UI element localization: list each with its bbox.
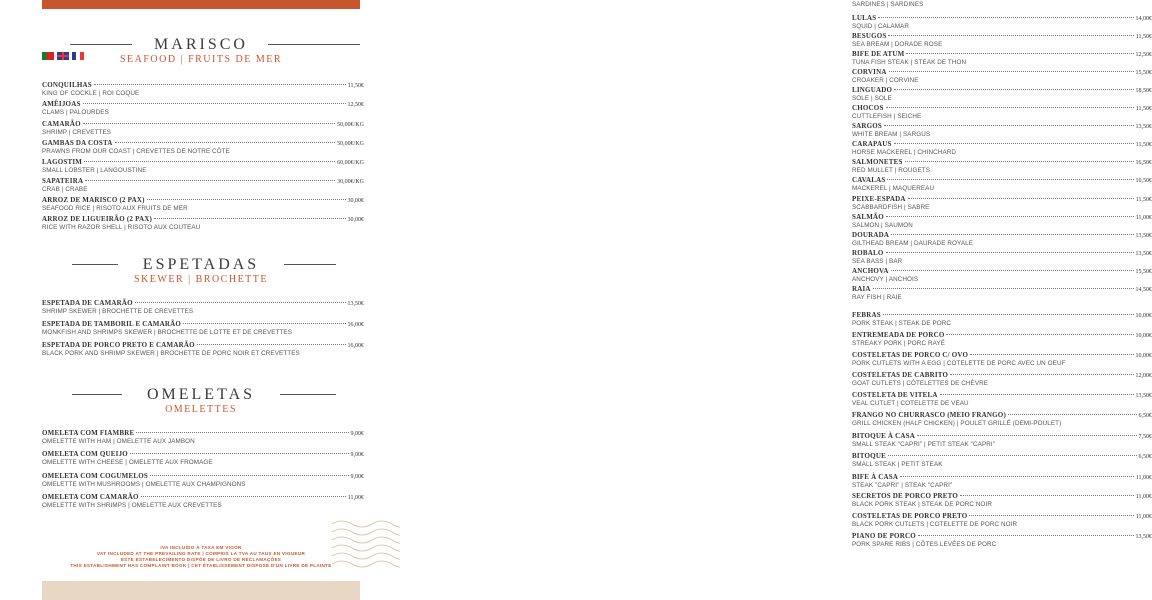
item-translation: WHITE BREAM | SARGUS <box>852 131 931 138</box>
item-price: 10,00€ <box>1135 353 1152 359</box>
item-price: 11,50€ <box>1135 34 1152 40</box>
menu-item <box>852 176 1152 193</box>
item-name: ESPETADA DE PORCO PRETO E CAMARÃO <box>42 341 195 349</box>
item-name: SECRETOS DE PORCO PRETO <box>852 492 959 500</box>
postmark-wave-icon <box>330 512 400 574</box>
item-translation: PRAWNS FROM OUR COAST | CREVETTES DE NOTRE CÔTE <box>42 148 230 155</box>
item-price: 10,00€ <box>1135 313 1152 319</box>
section-title: MARISCO <box>154 36 248 53</box>
item-name: COSTELETAS DE PORCO C/ OVO <box>852 351 969 359</box>
item-translation: ANCHOVY | ANCHOIS <box>852 276 919 283</box>
menu-item <box>42 158 364 175</box>
item-name: GAMBAS DA COSTA <box>42 139 113 147</box>
menu-item <box>42 139 364 156</box>
item-translation: BLACK PORK AND SHRIMP SKEWER | BROCHETTE DE PORC NOIR ET CREVETTES <box>42 350 300 357</box>
item-price: 13,50€ <box>1135 124 1152 130</box>
item-price: 10,50€ <box>1135 178 1152 184</box>
menu-item <box>852 50 1152 67</box>
item-name: LULAS <box>852 14 877 22</box>
item-translation: SMALL LOBSTER | LANGOUSTINE <box>42 167 147 174</box>
item-name: COSTELETAS DE CABRITO <box>852 371 949 379</box>
dot-leader <box>85 180 335 181</box>
item-price: 13,50€ <box>1135 233 1152 239</box>
menu-item <box>852 140 1152 157</box>
item-translation: SOLE | SOLE <box>852 95 892 102</box>
item-name: CAMARÃO <box>42 120 81 128</box>
menu-item <box>852 86 1152 103</box>
item-name: BITOQUE À CASA <box>852 432 915 440</box>
section-title: OMELETAS <box>146 386 256 403</box>
item-name: CAVALAS <box>852 176 886 184</box>
dot-leader <box>908 198 1134 199</box>
item-translation: GRILL CHICKEN (HALF CHICKEN) | POULET GRILLÉ (DEMI-POULET) <box>852 420 1062 427</box>
dot-leader <box>905 161 1134 162</box>
vat-note-pt: IVA INCLUÍDO À TAXA EM VIGOR <box>160 545 242 550</box>
bottom-color-band <box>42 581 360 600</box>
item-price: 11,00€ <box>1135 494 1152 500</box>
menu-item <box>852 432 1152 449</box>
menu-item <box>852 351 1152 368</box>
item-price: 15,50€ <box>1135 70 1152 76</box>
item-name: FEBRAS <box>852 311 881 319</box>
item-price: 6,50€ <box>1138 413 1152 419</box>
dot-leader <box>873 288 1134 289</box>
menu-item <box>852 122 1152 139</box>
item-name: ARROZ DE MARISCO (2 PAX) <box>42 196 145 204</box>
menu-item <box>42 493 364 510</box>
menu-item <box>42 81 364 98</box>
item-price: 11,00€ <box>1135 215 1152 221</box>
item-translation: RED MULLET | ROUGETS <box>852 167 931 174</box>
dot-leader <box>115 142 336 143</box>
menu-item <box>42 100 364 117</box>
dot-leader <box>141 496 346 497</box>
item-price: 30,00€/KG <box>337 179 364 185</box>
item-price: 12,50€ <box>347 102 364 108</box>
dot-leader <box>950 374 1133 375</box>
menu-item <box>42 215 364 232</box>
item-price: 13,50€ <box>1135 534 1152 540</box>
item-translation: BLACK PORK STEAK | STEAK DE PORC NOIR <box>852 501 993 508</box>
item-price: 11,50€ <box>1135 142 1152 148</box>
item-translation: GILTHEAD BREAM | DAURADE ROYALE <box>852 240 974 247</box>
item-name: ESPETADA DE TAMBORIL E CAMARÃO <box>42 320 182 328</box>
item-translation: GOAT CUTLETS | CÔTELETTES DE CHÈVRE <box>852 380 989 387</box>
section-header-omeletas <box>42 386 360 416</box>
item-price: 30,00€ <box>347 198 364 204</box>
item-price: 12,00€ <box>1135 373 1152 379</box>
item-price: 11,50€ <box>1135 197 1152 203</box>
menu-item <box>852 231 1152 248</box>
menu-item <box>42 299 364 316</box>
item-name: OMELETA COM COGUMELOS <box>42 472 148 480</box>
dot-leader <box>887 179 1133 180</box>
dot-leader <box>894 89 1133 90</box>
dot-leader <box>150 475 349 476</box>
item-price: 50,00€/KG <box>337 122 364 128</box>
item-translation: STEAK "CAPRI" | STEAK "CAPRI" <box>852 482 953 489</box>
item-price: 12,50€ <box>1135 52 1152 58</box>
section-title: ESPETADAS <box>142 256 260 273</box>
menu-item <box>42 320 364 337</box>
menu-item <box>852 452 1152 469</box>
item-translation: SMALL STEAK | PETIT STEAK <box>852 461 943 468</box>
item-translation: TUNA FISH STEAK | STEAK DE THON <box>852 59 967 66</box>
dot-leader <box>886 107 1134 108</box>
item-translation: SCABBARDFISH | SABRE <box>852 204 930 211</box>
item-translation: CUTTLEFISH | SEICHE <box>852 113 922 120</box>
menu-item <box>852 391 1152 408</box>
item-price: 11,50€ <box>1135 106 1152 112</box>
menu-item <box>852 0 1152 9</box>
item-price: 30,00€ <box>347 217 364 223</box>
menu-item <box>852 311 1152 328</box>
dot-leader <box>969 515 1133 516</box>
section-header-espetadas <box>42 256 360 286</box>
item-name: CORVINA <box>852 68 887 76</box>
item-name: LINGUADO <box>852 86 893 94</box>
item-price: 50,00€/KG <box>337 141 364 147</box>
item-translation: VEAL CUTLET | COTELETTE DE VEAU <box>852 400 969 407</box>
item-name: BIFE À CASA <box>852 473 899 481</box>
item-price: 18,50€ <box>1135 88 1152 94</box>
item-price: 10,00€ <box>1135 333 1152 339</box>
menu-item <box>852 532 1152 549</box>
item-price: 11,00€ <box>1135 475 1152 481</box>
item-name: COSTELETAS DE PORCO PRETO <box>852 512 968 520</box>
item-name: CHOCOS <box>852 104 884 112</box>
item-translation: SEA BREAM | DORADE ROSE <box>852 41 943 48</box>
item-price: 11,00€ <box>347 495 364 501</box>
item-price: 15,50€ <box>1135 269 1152 275</box>
item-name: RAIA <box>852 285 871 293</box>
item-translation: OMELETTE WITH HAM | OMELETTE AUX JAMBON <box>42 438 195 445</box>
item-name: SAPATEIRA <box>42 177 84 185</box>
item-translation: KING OF COCKLE | ROI COQUE <box>42 90 140 97</box>
item-name: OMELETA COM FIAMBRE <box>42 429 135 437</box>
dot-leader <box>83 103 346 104</box>
item-name: OMELETA COM QUEIJO <box>42 450 128 458</box>
vat-note <box>42 545 360 569</box>
dot-leader <box>83 123 335 124</box>
menu-item <box>42 120 364 137</box>
dot-leader <box>130 453 349 454</box>
item-translation: OMELETTE WITH CHEESE | OMELETTE AUX FROMAGE <box>42 459 213 466</box>
item-translation: CROAKER | CORVINE <box>852 77 919 84</box>
item-translation: MONKFISH AND SHRIMPS SKEWER | BROCHETTE DE LOTTE ET DE CREVETTES <box>42 329 293 336</box>
dot-leader <box>894 143 1134 144</box>
section-header-marisco <box>42 36 360 66</box>
item-name: SARGOS <box>852 122 882 130</box>
dot-leader <box>135 302 346 303</box>
dot-leader <box>889 71 1134 72</box>
item-translation: SMALL STEAK "CAPRI" | PETIT STEAK "CAPRI" <box>852 441 996 448</box>
menu-item <box>852 68 1152 85</box>
complaint-note-pt: ESTE ESTABELECIMENTO DISPÕE DE LIVRO DE RECLAMAÇÕES <box>120 557 282 562</box>
item-translation: SQUID | CALAMAR <box>852 23 910 30</box>
item-translation: SEA BASS | BAR <box>852 258 903 265</box>
dot-leader <box>900 476 1134 477</box>
menu-item <box>852 371 1152 388</box>
item-translation: PORK CUTLETS WITH A EGG | COTELETTE DE PORC AVEC UN OEUF <box>852 360 1066 367</box>
menu-page-right <box>400 0 1152 600</box>
item-translation: CRAB | CRABE <box>42 186 88 193</box>
item-name: OMELETA COM CAMARÃO <box>42 493 139 501</box>
item-name: FRANGO NO CHURRASCO (MEIO FRANGO) <box>852 411 1006 419</box>
item-translation: OMELETTE WITH SHRIMPS | OMELETTE AUX CREVETTES <box>42 502 222 509</box>
dot-leader <box>917 435 1137 436</box>
dot-leader <box>940 394 1134 395</box>
item-price: 9,00€ <box>350 474 364 480</box>
top-color-band <box>42 0 360 9</box>
dot-leader <box>906 53 1133 54</box>
vat-note-en-fr: VAT INCLUDED AT THE PREVAILING RATE | COMPRIS LA TVA AU TAUX EN VIGUEUR <box>96 551 306 556</box>
item-translation: PORK STEAK | STEAK DE PORC <box>852 320 952 327</box>
item-name: ENTREMEADA DE PORCO <box>852 331 945 339</box>
item-translation: OMELETTE WITH MUSHROOMS | OMELETTE AUX CHAMPIGNONS <box>42 481 246 488</box>
menu-item <box>852 285 1152 302</box>
item-price: 11,00€ <box>1135 514 1152 520</box>
item-name: ESPETADA DE CAMARÃO <box>42 299 133 307</box>
item-name: CONQUILHAS <box>42 81 92 89</box>
item-translation: STREAKY PORK | PORC RAYÉ <box>852 340 946 347</box>
item-name: DOURADA <box>852 231 890 239</box>
dot-leader <box>154 218 345 219</box>
item-name: CARAPAUS <box>852 140 892 148</box>
menu-item <box>42 341 364 358</box>
item-price: 6,50€ <box>1138 454 1152 460</box>
dot-leader <box>883 314 1134 315</box>
item-name: AMÊIJOAS <box>42 100 81 108</box>
dot-leader <box>886 216 1134 217</box>
item-translation: RAY FISH | RAIE <box>852 294 902 301</box>
menu-item <box>852 32 1152 49</box>
menu-item <box>42 429 364 446</box>
item-price: 14,00€ <box>1135 16 1152 22</box>
menu-item <box>852 267 1152 284</box>
item-price: 11,50€ <box>347 83 364 89</box>
menu-item <box>852 104 1152 121</box>
item-translation: SEAFOOD RICE | RISOTO AUX FRUITS DE MER <box>42 205 188 212</box>
item-price: 9,00€ <box>350 452 364 458</box>
item-name: COSTELETA DE VITELA <box>852 391 938 399</box>
item-translation: SARDINES | SARDINES <box>852 1 924 8</box>
menu-item <box>852 331 1152 348</box>
item-name: ROBALO <box>852 249 884 257</box>
menu-item <box>852 213 1152 230</box>
item-price: 60,00€/KG <box>337 160 364 166</box>
dot-leader <box>888 35 1133 36</box>
item-price: 14,50€ <box>1135 287 1152 293</box>
dot-leader <box>147 199 346 200</box>
dot-leader <box>970 354 1133 355</box>
dot-leader <box>888 455 1137 456</box>
item-name: ANCHOVA <box>852 267 889 275</box>
item-name: ARROZ DE LIGUEIRÃO (2 PAX) <box>42 215 153 223</box>
dot-leader <box>94 84 346 85</box>
dot-leader <box>891 270 1134 271</box>
menu-item <box>852 411 1152 428</box>
menu-item <box>42 472 364 489</box>
item-translation: RICE WITH RAZOR SHELL | RISOTO AUX COUTEAU <box>42 224 201 231</box>
item-name: BIFE DE ATUM <box>852 50 905 58</box>
item-name: BESUGOS <box>852 32 887 40</box>
item-translation: BLACK PORK CUTLETS | COTELETTE DE PORC NOIR <box>852 521 1018 528</box>
item-name: BITOQUE <box>852 452 886 460</box>
item-price: 13,50€ <box>347 301 364 307</box>
dot-leader <box>878 17 1133 18</box>
item-price: 16,50€ <box>1135 160 1152 166</box>
menu-item <box>42 177 364 194</box>
item-translation: SHRIMP | CREVETTES <box>42 129 112 136</box>
dot-leader <box>84 161 335 162</box>
dot-leader <box>884 125 1134 126</box>
menu-item <box>852 473 1152 490</box>
section-subtitle: SEAFOOD | FRUITS DE MER <box>119 54 283 65</box>
item-price: 13,50€ <box>1135 251 1152 257</box>
item-price: 7,50€ <box>1138 434 1152 440</box>
dot-leader <box>1008 414 1137 415</box>
item-translation: SALMON | SAUMON <box>852 222 913 229</box>
menu-item <box>852 195 1152 212</box>
item-price: 13,50€ <box>1135 393 1152 399</box>
menu-item <box>852 249 1152 266</box>
menu-item <box>852 158 1152 175</box>
dot-leader <box>197 344 346 345</box>
menu-item <box>852 492 1152 509</box>
dot-leader <box>918 535 1134 536</box>
item-price: 16,00€ <box>347 322 364 328</box>
item-translation: PORK SPARE RIBS | CÔTES LEVÉES DE PORC <box>852 541 997 548</box>
dot-leader <box>183 323 345 324</box>
menu-item <box>852 14 1152 31</box>
menu-item <box>42 196 364 213</box>
menu-item <box>42 450 364 467</box>
item-name: PIANO DE PORCO <box>852 532 916 540</box>
item-translation: MACKEREL | MAQUEREAU <box>852 185 935 192</box>
section-subtitle: SKEWER | BROCHETTE <box>134 274 268 285</box>
dot-leader <box>886 252 1134 253</box>
item-name: SALMONETES <box>852 158 903 166</box>
dot-leader <box>136 432 348 433</box>
item-translation: CLAMS | PALOURDES <box>42 109 109 116</box>
dot-leader <box>960 495 1134 496</box>
section-subtitle: OMELETTES <box>165 404 237 415</box>
item-price: 16,00€ <box>347 343 364 349</box>
item-translation: HORSE MACKEREL | CHINCHARD <box>852 149 957 156</box>
item-name: SALMÃO <box>852 213 884 221</box>
dot-leader <box>946 334 1133 335</box>
item-name: PEIXE-ESPADA <box>852 195 906 203</box>
menu-item <box>852 512 1152 529</box>
item-translation: SHRIMP SKEWER | BROCHETTE DE CREVETTES <box>42 308 194 315</box>
complaint-note-en-fr: THIS ESTABLISHMENT HAS COMPLAINT BOOK | CET ÉTABLISSEMENT DISPOSE D'UN LIVRE DE PLAINTE <box>70 563 332 568</box>
menu-page-left <box>0 0 400 600</box>
item-price: 9,00€ <box>350 431 364 437</box>
dot-leader <box>891 234 1133 235</box>
item-name: LAGOSTIM <box>42 158 83 166</box>
